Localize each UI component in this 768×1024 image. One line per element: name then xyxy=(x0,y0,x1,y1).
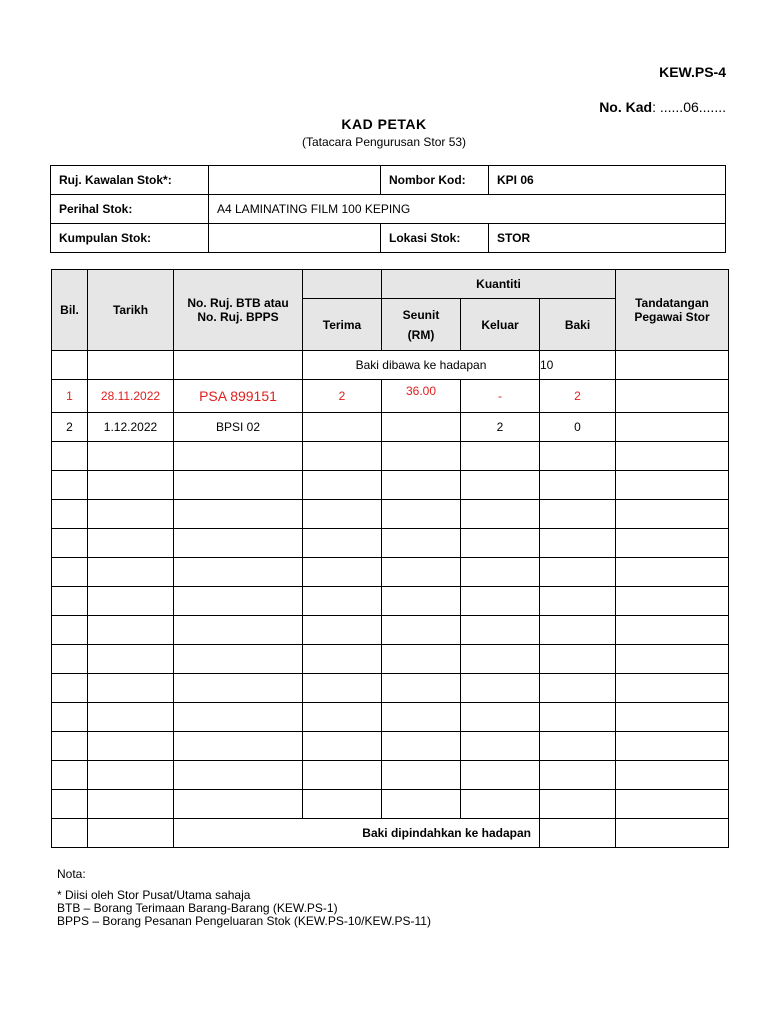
row-ruj: PSA 899151 xyxy=(174,380,303,413)
page-subtitle: (Tatacara Pengurusan Stor 53) xyxy=(301,135,467,149)
footer-label: Baki dipindahkan ke hadapan xyxy=(174,819,540,848)
info-row xyxy=(51,166,726,195)
perihal-stok-label: Perihal Stok: xyxy=(51,195,209,224)
table-row xyxy=(52,380,729,413)
header-seunit-line2: (RM) xyxy=(407,327,435,342)
empty-row xyxy=(52,471,729,500)
footer-row xyxy=(52,819,729,848)
header-row xyxy=(52,270,729,299)
lokasi-stok-value: STOR xyxy=(489,224,726,253)
row-bil: 2 xyxy=(52,413,88,442)
header-kuantiti: Kuantiti xyxy=(382,270,616,299)
header-terima: Terima xyxy=(303,299,382,351)
form-code: KEW.PS-4 xyxy=(659,64,726,80)
carry-forward-value: 10 xyxy=(540,351,616,380)
notes-line: BTB – Borang Terimaan Barang-Barang (KEW.PS-1) xyxy=(57,901,338,915)
carry-forward-label: Baki dibawa ke hadapan xyxy=(303,351,540,380)
header-seunit xyxy=(382,299,461,351)
header-bil: Bil. xyxy=(52,270,88,351)
empty-row xyxy=(52,616,729,645)
card-number-label: No. Kad xyxy=(599,99,653,115)
empty-row xyxy=(52,790,729,819)
empty-row xyxy=(52,500,729,529)
header-keluar: Keluar xyxy=(461,299,540,351)
carry-forward-row xyxy=(52,351,729,380)
header-ttd-line1: Tandatangan xyxy=(635,296,709,310)
row-seunit: 36.00 xyxy=(382,380,461,413)
empty-row xyxy=(52,442,729,471)
card-number-value: : ......06....... xyxy=(652,99,726,115)
info-row xyxy=(51,224,726,253)
empty-row xyxy=(52,761,729,790)
info-row xyxy=(51,195,726,224)
row-terima xyxy=(303,413,382,442)
row-terima: 2 xyxy=(303,380,382,413)
empty-row xyxy=(52,587,729,616)
nombor-kod-label: Nombor Kod: xyxy=(381,166,489,195)
nombor-kod-value: KPI 06 xyxy=(489,166,726,195)
notes xyxy=(57,868,431,928)
table-row xyxy=(52,413,729,442)
kumpulan-stok-value xyxy=(209,224,381,253)
header-blank xyxy=(303,270,382,299)
lokasi-stok-label: Lokasi Stok: xyxy=(381,224,489,253)
row-tarikh: 28.11.2022 xyxy=(88,380,174,413)
empty-row xyxy=(52,703,729,732)
kumpulan-stok-label: Kumpulan Stok: xyxy=(51,224,209,253)
stock-transactions-table xyxy=(51,269,729,848)
header-tarikh: Tarikh xyxy=(88,270,174,351)
empty-row xyxy=(52,645,729,674)
header-ruj-line1: No. Ruj. BTB atau xyxy=(187,296,289,310)
notes-line: * Diisi oleh Stor Pusat/Utama sahaja xyxy=(57,888,251,902)
row-baki: 2 xyxy=(540,380,616,413)
notes-heading: Nota: xyxy=(57,867,86,881)
perihal-stok-value: A4 LAMINATING FILM 100 KEPING xyxy=(209,195,726,224)
row-keluar: 2 xyxy=(461,413,540,442)
empty-row xyxy=(52,558,729,587)
row-tarikh: 1.12.2022 xyxy=(88,413,174,442)
row-keluar: - xyxy=(461,380,540,413)
notes-line: BPPS – Borang Pesanan Pengeluaran Stok (KEW.PS-10/KEW.PS-11) xyxy=(57,914,431,928)
header-ruj-line2: No. Ruj. BPPS xyxy=(197,310,279,324)
row-bil: 1 xyxy=(52,380,88,413)
row-seunit xyxy=(382,413,461,442)
empty-row xyxy=(52,674,729,703)
stock-info-table xyxy=(50,165,726,253)
kawalan-stok-label: Ruj. Kawalan Stok*: xyxy=(51,166,209,195)
header-ruj xyxy=(174,270,303,351)
row-baki: 0 xyxy=(540,413,616,442)
header-tandatangan xyxy=(616,270,729,351)
kawalan-stok-value xyxy=(209,166,381,195)
empty-row xyxy=(52,732,729,761)
header-seunit-line1: Seunit xyxy=(402,307,440,322)
page-title: KAD PETAK xyxy=(341,116,427,132)
card-number xyxy=(599,99,726,115)
header-baki: Baki xyxy=(540,299,616,351)
row-ruj: BPSI 02 xyxy=(174,413,303,442)
empty-row xyxy=(52,529,729,558)
header-ttd-line2: Pegawai Stor xyxy=(634,310,710,324)
